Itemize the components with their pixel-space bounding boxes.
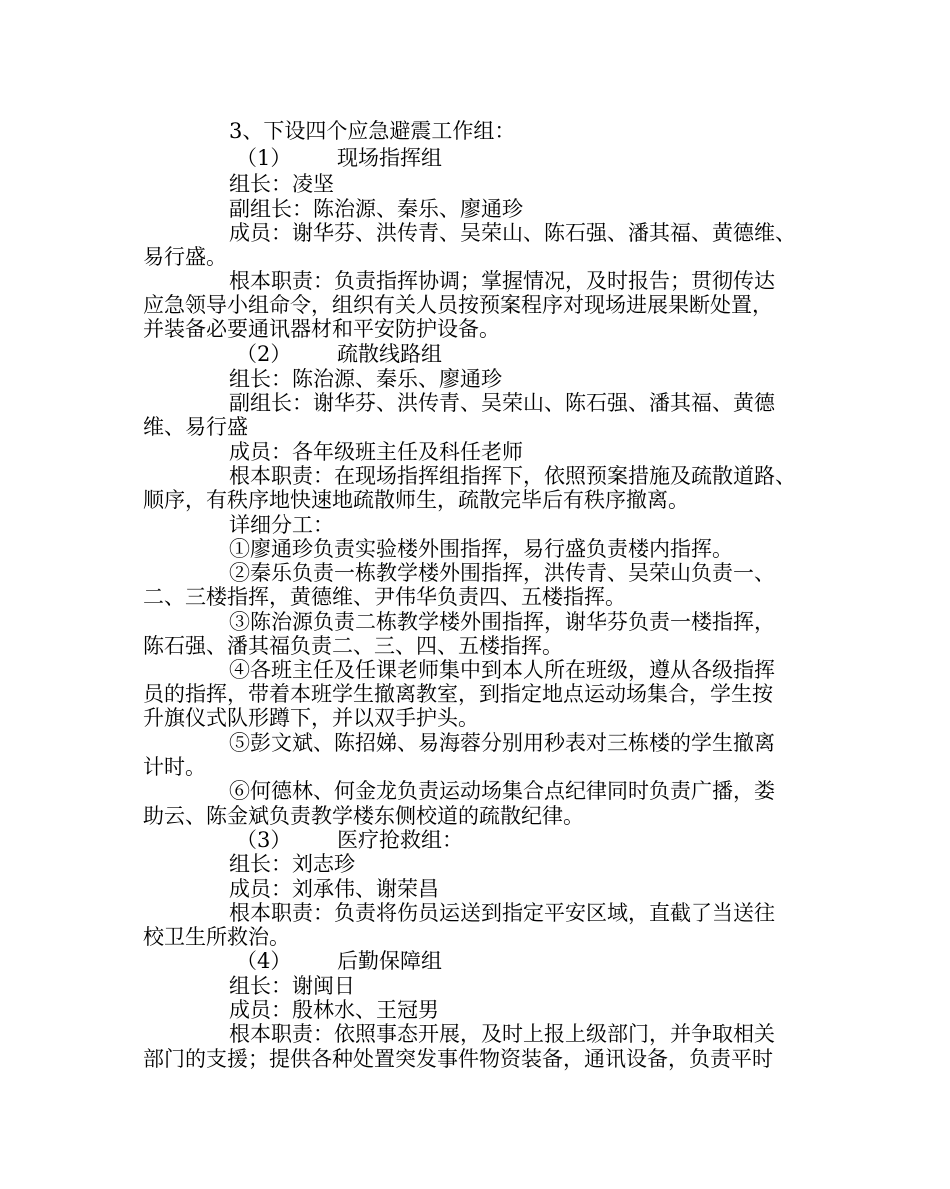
detail-item-5: ⑤彭文斌、陈招娣、易海蓉分别用秒表对三栋楼的学生撤离 [229, 731, 775, 755]
detail-item-3: ③陈治源负责二栋教学楼外围指挥，谢华芬负责一楼指挥， [229, 610, 775, 634]
group-3-leader: 组长：刘志珍 [229, 852, 355, 876]
group-2-duty-cont: 顺序，有秩序地快速地疏散师生，疏散完毕后有秩序撤离。 [143, 488, 689, 512]
detail-item-2: ②秦乐负责一栋教学楼外围指挥，洪传青、吴荣山负责一、 [229, 561, 775, 585]
group-2-detail-heading: 详细分工： [229, 513, 334, 537]
group-4-duty-cont: 部门的支援；提供各种处置突发事件物资装备，通讯设备，负责平时 [143, 1047, 773, 1071]
group-1-duty-cont-2: 并装备必要通讯器材和平安防护设备。 [143, 317, 500, 341]
group-2-title: 疏散线路组 [337, 342, 442, 366]
group-2-leader: 组长：陈治源、秦乐、廖通珍 [229, 367, 502, 391]
group-4-duty: 根本职责：依照事态开展，及时上报上级部门，并争取相关 [229, 1022, 775, 1046]
group-4-leader: 组长：谢闽日 [229, 974, 355, 998]
group-3-title: 医疗抢救组： [337, 828, 463, 852]
group-1-duty-cont: 应急领导小组命令，组织有关人员按预案程序对现场进展果断处置， [143, 293, 773, 317]
detail-item-3-cont: 陈石强、潘其福负责二、三、四、五楼指挥。 [143, 634, 563, 658]
group-3-number: （3） [236, 828, 292, 852]
group-4-title: 后勤保障组 [337, 949, 442, 973]
group-1-duty: 根本职责：负责指挥协调；掌握情况，及时报告；贯彻传达 [229, 269, 775, 293]
group-1-leader: 组长：凌坚 [229, 172, 334, 196]
group-2-duty: 根本职责：在现场指挥组指挥下，依照预案措施及疏散道路、 [229, 464, 796, 488]
detail-item-5-cont: 计时。 [143, 755, 206, 779]
group-1-title: 现场指挥组 [337, 146, 442, 170]
group-1-members: 成员：谢华芬、洪传青、吴荣山、陈石强、潘其福、黄德维、 [229, 221, 796, 245]
group-1-deputy: 副组长：陈治源、秦乐、廖通珍 [229, 197, 523, 221]
group-3-duty-cont: 校卫生所救治。 [143, 925, 290, 949]
group-2-deputy: 副组长：谢华芬、洪传青、吴荣山、陈石强、潘其福、黄德 [229, 391, 775, 415]
section-heading: 3、下设四个应急避震工作组： [229, 119, 516, 143]
detail-item-4-cont: 员的指挥，带着本班学生撤离教室，到指定地点运动场集合，学生按 [143, 682, 773, 706]
group-4-number: （4） [236, 949, 292, 973]
group-2-members: 成员：各年级班主任及科任老师 [229, 440, 523, 464]
group-2-deputy-cont: 维、易行盛 [143, 415, 248, 439]
detail-item-6-cont: 助云、陈金斌负责教学楼东侧校道的疏散纪律。 [143, 804, 584, 828]
detail-item-1: ①廖通珍负责实验楼外围指挥，易行盛负责楼内指挥。 [229, 537, 733, 561]
group-1-number: （1） [236, 146, 292, 170]
detail-item-4: ④各班主任及任课老师集中到本人所在班级，遵从各级指挥 [229, 658, 775, 682]
group-2-number: （2） [236, 342, 292, 366]
group-4-members: 成员：殷林水、王冠男 [229, 998, 439, 1022]
detail-item-6: ⑥何德林、何金龙负责运动场集合点纪律同时负责广播，娄 [229, 779, 775, 803]
group-3-members: 成员：刘承伟、谢荣昌 [229, 877, 439, 901]
group-3-duty: 根本职责：负责将伤员运送到指定平安区域，直截了当送往 [229, 901, 775, 925]
detail-item-2-cont: 二、三楼指挥，黄德维、尹伟华负责四、五楼指挥。 [143, 585, 626, 609]
group-1-members-cont: 易行盛。 [143, 245, 227, 269]
detail-item-4-cont-2: 升旗仪式队形蹲下，并以双手护头。 [143, 706, 479, 730]
